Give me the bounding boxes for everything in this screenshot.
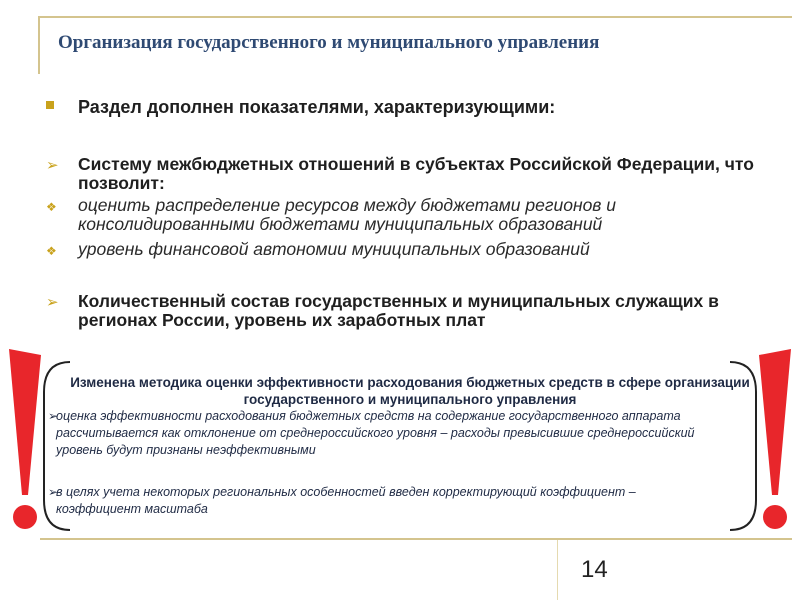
arrow-bullet-icon: ➢ [46,294,59,311]
subpoint-autonomy: уровень финансовой автономии муниципальных образований [78,239,590,259]
point-civil-servants: Количественный состав государственных и муниципальных служащих в регионах России, уровень их заработных плат [78,291,719,330]
section-heading: Раздел дополнен показателями, характеризующими: [78,97,556,117]
point-interbudget: Систему межбюджетных отношений в субъектах Российской Федерации, что позволит: [78,154,754,193]
arrow-bullet-icon: ➢ [46,157,59,174]
diamond-bullet-icon: ❖ [46,244,57,258]
page-number: 14 [581,556,608,583]
box-heading: Изменена методика оценки эффективности расходования бюджетных средств в сфере организации государственного и муниципального управления [70,375,750,407]
arrow-bullet-icon: ➢ [48,485,59,499]
slide-title: Организация государственного и муниципального управления [58,32,600,53]
exclamation-icon [758,345,792,535]
box-item-efficiency: оценка эффективности расходования бюджетных средств на содержание государственного аппарата рассчитывается как отклонение от среднероссийского уровня – расходы превысившие среднероссийский уровень будут признаны неэффективными [56,409,695,457]
box-item-coefficient: в целях учета некоторых региональных особенностей введен корректирующий коэффициент – коэффициент масштаба [56,485,636,516]
diamond-bullet-icon: ❖ [46,200,57,214]
bottom-rule [40,538,792,540]
page-number-rule [557,540,558,600]
arrow-bullet-icon: ➢ [48,409,59,423]
subpoint-distribution: оценить распределение ресурсов между бюджетами регионов и консолидированными бюджетами муниципальных образований [78,195,617,234]
exclamation-icon [8,345,42,535]
